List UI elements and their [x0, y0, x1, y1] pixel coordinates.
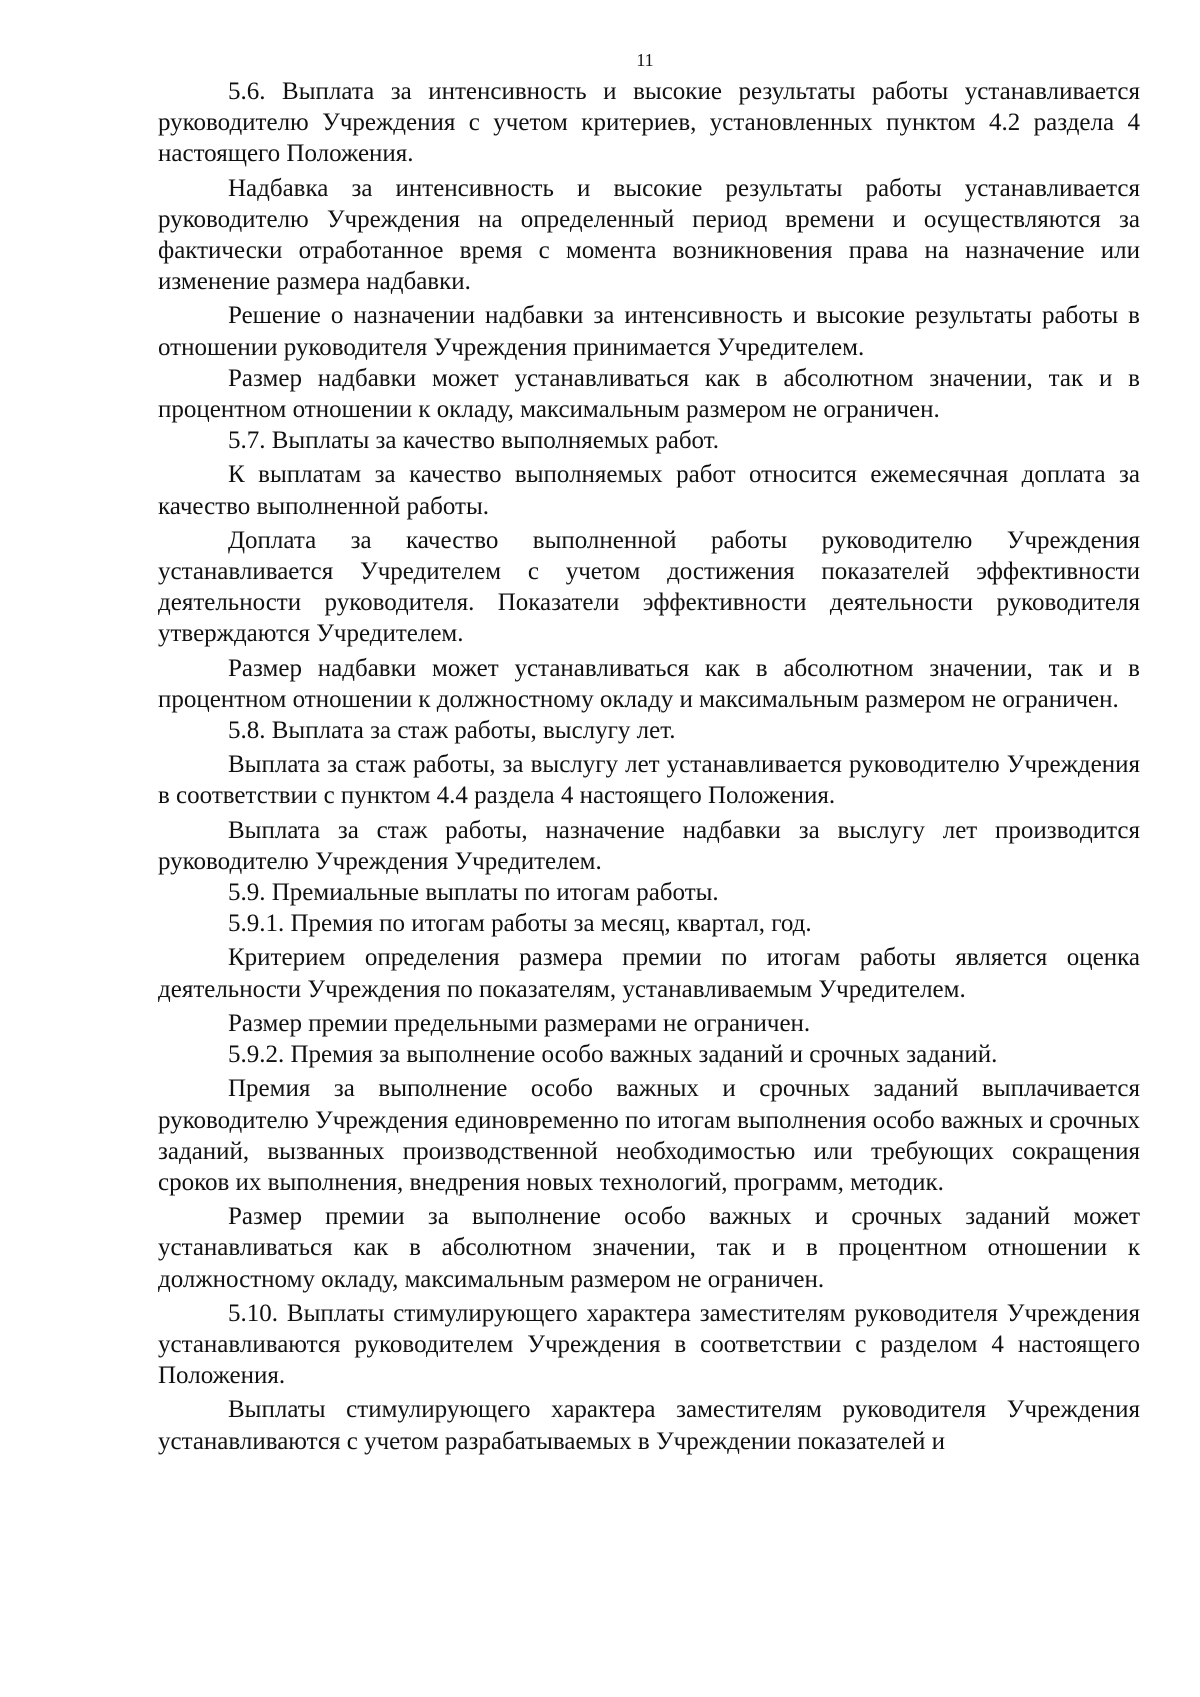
page-number: 11 — [636, 50, 654, 70]
document-body — [158, 76, 1140, 1457]
paragraph: Выплата за стаж работы, назначение надбавки за выслугу лет производится руководителю Учреждения Учредителем. — [158, 816, 1140, 875]
section-heading-5-9-2: 5.9.2. Премия за выполнение особо важных заданий и срочных заданий. — [228, 1041, 998, 1069]
section-heading-5-8: 5.8. Выплата за стаж работы, выслугу лет. — [228, 717, 676, 745]
paragraph: К выплатам за качество выполняемых работ относится ежемесячная доплата за качество выполненной работы. — [158, 461, 1140, 520]
section-heading-5-7: 5.7. Выплаты за качество выполняемых работ. — [228, 427, 720, 455]
section-heading-5-9: 5.9. Премиальные выплаты по итогам работы. — [228, 879, 719, 907]
paragraph: Доплата за качество выполненной работы руководителю Учреждения устанавливается Учредителем с учетом достижения показателей эффективности деятельности руководителя. Показатели эффективности деятельности руководителя утверждаются Учредителем. — [158, 526, 1140, 648]
paragraph: Выплаты стимулирующего характера заместителям руководителя Учреждения устанавливаются с учетом разрабатываемых в Учреждении показателей и — [158, 1396, 1140, 1455]
paragraph: Размер премии предельными размерами не ограничен. — [228, 1009, 811, 1037]
paragraph: Премия за выполнение особо важных и срочных заданий выплачивается руководителю Учреждения единовременно по итогам выполнения особо важных и срочных заданий, вызванных производственной необходимостью или требующих сокращения сроков их выполнения, внедрения новых технологий, программ, методик. — [158, 1075, 1140, 1196]
paragraph: Критерием определения размера премии по итогам работы является оценка деятельности Учреждения по показателям, устанавливаемым Учредителем. — [158, 944, 1140, 1003]
paragraph: Надбавка за интенсивность и высокие результаты работы устанавливается руководителю Учреждения на определенный период времени и осуществляются за фактически отработанное время с момента возникновения права на назначение или изменение размера надбавки. — [158, 174, 1140, 296]
paragraph-5-6: 5.6. Выплата за интенсивность и высокие результаты работы устанавливается руководителю Учреждения с учетом критериев, установленных пунктом 4.2 раздела 4 настоящего Положения. — [158, 78, 1140, 168]
paragraph-5-10: 5.10. Выплаты стимулирующего характера заместителям руководителя Учреждения устанавливаются руководителем Учреждения в соответствии с разделом 4 настоящего Положения. — [158, 1299, 1140, 1390]
paragraph: Выплата за стаж работы, за выслугу лет устанавливается руководителю Учреждения в соответствии с пунктом 4.4 раздела 4 настоящего Положения. — [158, 751, 1140, 810]
paragraph: Размер премии за выполнение особо важных и срочных заданий может устанавливаться как в абсолютном значении, так и в процентном отношении к должностному окладу, максимальным размером не ограничен. — [158, 1203, 1140, 1293]
paragraph: Решение о назначении надбавки за интенсивность и высокие результаты работы в отношении руководителя Учреждения принимается Учредителем. — [158, 302, 1140, 361]
paragraph: Размер надбавки может устанавливаться как в абсолютном значении, так и в процентном отношении к должностному окладу и максимальным размером не ограничен. — [158, 654, 1140, 713]
paragraph: Размер надбавки может устанавливаться как в абсолютном значении, так и в процентном отношении к окладу, максимальным размером не ограничен. — [158, 364, 1140, 424]
section-heading-5-9-1: 5.9.1. Премия по итогам работы за месяц, квартал, год. — [228, 910, 812, 938]
